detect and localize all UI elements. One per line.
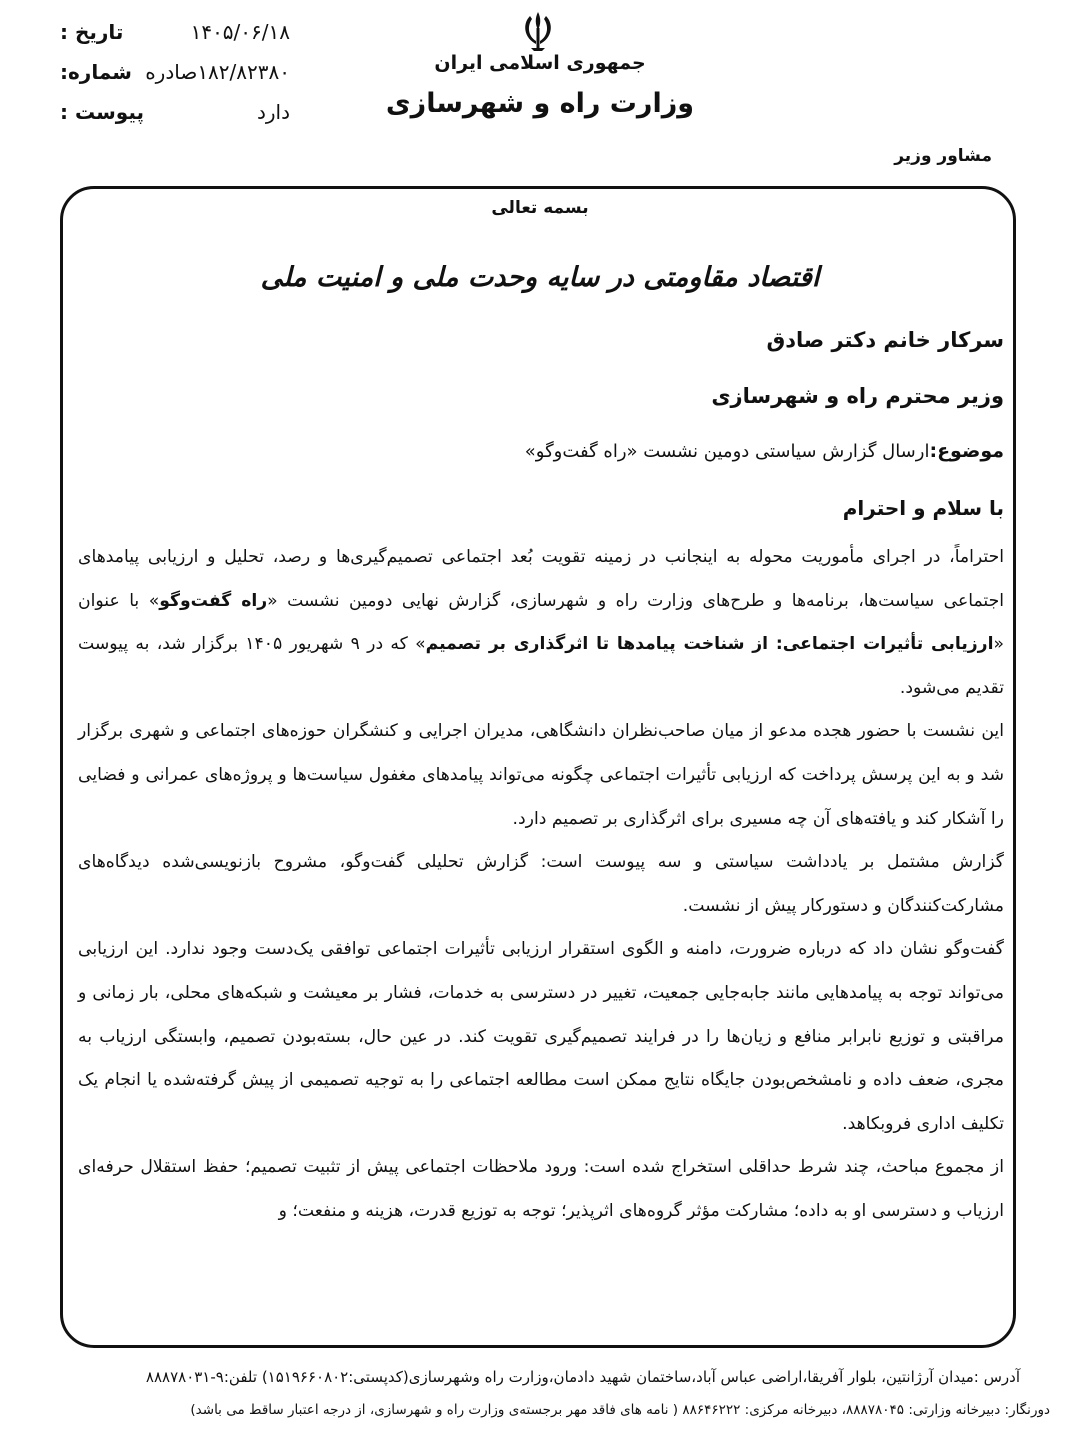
greeting: با سلام و احترام — [842, 496, 1004, 520]
paragraph-2: این نشست با حضور هجده مدعو از میان صاحب‌نظران دانشگاهی، مدیران اجرایی و کنشگران حوزه‌های اجتماعی و شهری برگزار شد و به این پرسش پرداخت که ارزیابی تأثیرات اجتماعی چگونه می‌تواند پیامدهای مغفول سیاست‌ها و پروژه‌های عمرانی و فضایی را آشکار کند و یافته‌های آن چه مسیری برای اثرگذاری بر تصمیم دارد. — [78, 721, 1004, 829]
number-row — [60, 52, 290, 92]
paragraph-5: از مجموع مباحث، چند شرط حداقلی استخراج شده است: ورود ملاحظات اجتماعی پیش از تثبیت تصمیم؛ حفظ استقلال حرفه‌ای ارزیاب و دسترسی او به داده؛ مشارکت مؤثر گروه‌های اثرپذیر؛ توجه به توزیع قدرت، هزینه و منفعت؛ و — [78, 1157, 1004, 1221]
number-label: شماره: — [60, 60, 132, 84]
subject-text: ارسال گزارش سیاستی دومین نشست «راه گفت‌وگو» — [524, 441, 930, 462]
p1-text-a: احتراماً، در اجرای مأموریت محوله به اینجانب در زمینه تقویت بُعد اجتماعی تصمیم‌گیری‌ها و رصد، تحلیل و ارزیابی پیامدهای اجتماعی سیاست‌ها، برنامه‌ها و طرح‌های وزارت راه و شهرسازی، گزارش نهایی دومین نشست « — [78, 547, 1005, 611]
ministry-title: وزارت راه و شهرسازی — [385, 88, 695, 119]
date-row — [60, 12, 290, 52]
republic-title: جمهوری اسلامی ایران — [434, 52, 646, 74]
iran-emblem-icon — [518, 8, 558, 52]
letter-meta — [60, 12, 290, 132]
p1-event-name: راه گفت‌وگو — [159, 590, 268, 611]
attachment-value: دارد — [256, 100, 290, 124]
paragraph-4: گفت‌وگو نشان داد که درباره ضرورت، دامنه و الگوی استقرار ارزیابی تأثیرات اجتماعی توافقی یک‌دست وجود ندارد. این ارزیابی می‌تواند توجه به پیامدهایی مانند جابه‌جایی جمعیت، تغییر در دسترسی به خدمات، فشار بر معیشت و شبکه‌های محلی، بار زمانی و مراقبتی و توزیع نابرابر منافع و زیان‌ها را در فرایند تصمیم‌گیری تقویت کند. در عین حال، بسته‌بودن تصمیم، وابستگی ارزیاب به مجری، ضعف داده و نامشخص‌بودن جایگاه نتایج ممکن است مطالعه اجتماعی را به توجیه تصمیمی از پیش گرفته‌شده یا انجام یک تکلیف اداری فروبکاهد. — [78, 939, 1004, 1134]
number-value: ۱۸۲/۸۲۳۸۰صادره — [145, 60, 290, 84]
date-label: تاریخ : — [60, 20, 124, 44]
p1-event-title: ارزیابی تأثیرات اجتماعی: از شناخت پیامدها تا اثرگذاری بر تصمیم — [425, 634, 994, 655]
attachment-label: پیوست : — [60, 100, 145, 124]
slogan: اقتصاد مقاومتی در سایه وحدت ملی و امنیت ملی — [260, 262, 820, 293]
paragraph-3: گزارش مشتمل بر یادداشت سیاستی و سه پیوست است: گزارش تحلیلی گفت‌وگو، مشروح بازنویسی‌شده دیدگاه‌های مشارکت‌کنندگان و دستورکار پیش از نشست. — [78, 852, 1004, 916]
paragraph-1 — [78, 536, 1004, 710]
p1-text-e: » که در ۹ شهریور ۱۴۰۵ برگزار شد، به پیوست تقدیم می‌شود. — [78, 634, 1004, 698]
p1-text-c: » با عنوان « — [78, 590, 1004, 655]
subject-line — [525, 440, 1004, 462]
letter-body — [78, 536, 1004, 1234]
date-value: ۱۴۰۵/۰۶/۱۸ — [190, 20, 290, 44]
recipient-title: وزیر محترم راه و شهرسازی — [711, 384, 1004, 408]
attachment-row — [60, 92, 290, 132]
subject-label: موضوع: — [929, 440, 1004, 462]
bismillah: بسمه تعالی — [491, 198, 589, 218]
footer-address: آدرس :میدان آرژانتین، بلوار آفریقا،اراضی عباس آباد،ساختمان شهید دادمان،وزارت راه وشهرسازی(کدپستی:۱۵۱۹۶۶۰۸۰۲) تلفن:۹-۸۸۸۷۸۰۳۱ — [145, 1368, 1020, 1386]
recipient-name: سرکار خانم دکتر صادق — [766, 328, 1004, 352]
footer-distribution: دورنگار: دبیرخانه وزارتی: ۸۸۸۷۸۰۴۵، دبیرخانه مرکزی: ۸۸۶۴۶۲۲۲ ( نامه های فاقد مهر برجسته‌ی وزارت راه و شهرسازی، از درجه اعتبار ساقط می باشد) — [190, 1402, 1050, 1418]
advisor-title: مشاور وزیر — [894, 146, 992, 166]
